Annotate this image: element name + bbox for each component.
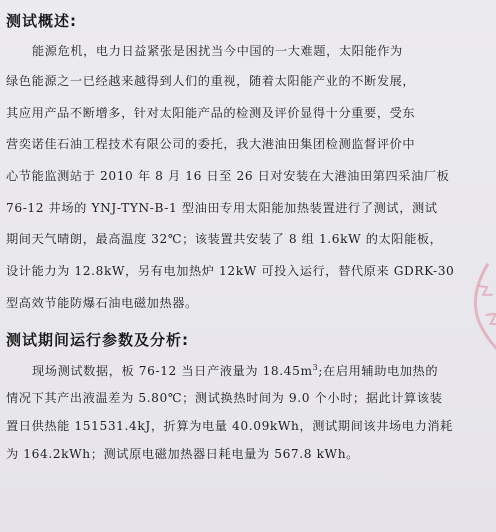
paragraph-line: 设计能力为 12.8kW，另有电加热炉 12kW 可投入运行，替代原来 GDRK-30 [6, 264, 455, 278]
paragraph-line: 绿色能源之一已经越来越得到人们的重视，随着太阳能产业的不断发展， [6, 74, 416, 88]
section-heading-test-overview: 测试概述: [6, 12, 77, 30]
red-seal-stamp [452, 259, 496, 385]
paragraph-line: 76-12 井场的 YNJ-TYN-B-1 型油田专用太阳能加热装置进行了测试，测试 [6, 201, 438, 215]
paragraph-line: 情况下其产出液温差为 5.80℃；测试换热时间为 9.0 个小时；据此计算该装 [6, 391, 443, 405]
paragraph-line: 型高效节能防爆石油电磁加热器。 [6, 296, 198, 310]
superscript-text: 3 [312, 362, 319, 372]
paragraph-line: 其应用产品不断增多，针对太阳能产品的检测及评价显得十分重要，受东 [6, 106, 416, 120]
paragraph-text: ;在启用辅助电加热的 [318, 364, 439, 378]
paragraph-text: 现场测试数据，板 76-12 当日产液量为 18.45m [32, 364, 313, 378]
section-heading-operating-parameters: 测试期间运行参数及分析: [6, 331, 189, 349]
paragraph-line [32, 362, 438, 379]
paragraph-line: 心节能监测站于 2010 年 8 月 16 日至 26 日对安装在大港油田第四采油厂板 [6, 169, 450, 183]
paragraph-line: 置日供热能 151531.4kJ，折算为电量 40.09kWh，测试期间该井场电力消耗 [6, 419, 453, 433]
paragraph-line: 能源危机，电力日益紧张是困扰当今中国的一大难题，太阳能作为 [32, 44, 403, 58]
paragraph-line: 营奕诺佳石油工程技术有限公司的委托，我大港油田集团检测监督评价中 [6, 137, 416, 151]
paragraph-line: 为 164.2kWh；测试原电磁加热器日耗电量为 567.8 kWh。 [6, 447, 359, 461]
paragraph-line: 期间天气晴朗，最高温度 32℃；该装置共安装了 8 组 1.6kW 的太阳能板， [6, 232, 443, 246]
